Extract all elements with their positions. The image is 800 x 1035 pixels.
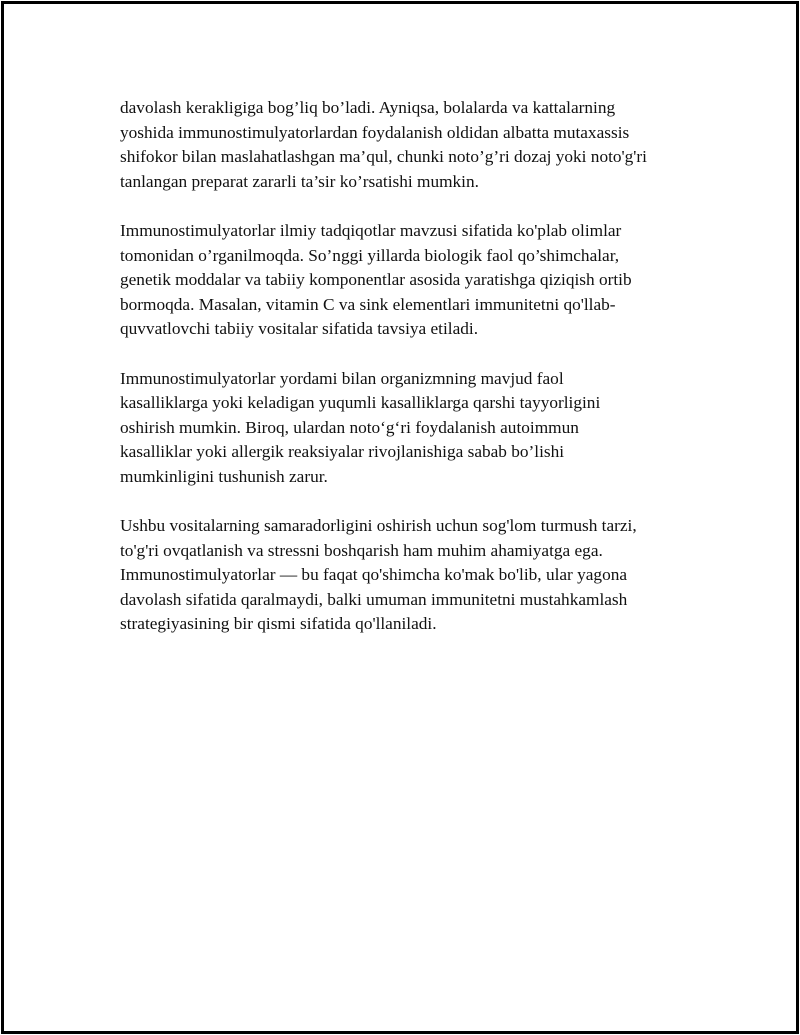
- text-line: to'g'ri ovqatlanish va stressni boshqarish ham muhim ahamiyatga ega.: [120, 540, 603, 560]
- text-line: davolash kerakligiga bog’liq bo’ladi. Ayniqsa, bolalarda va kattalarning: [120, 98, 616, 117]
- text-line: Immunostimulyatorlar yordami bilan organizmning mavjud faol: [120, 368, 564, 388]
- paragraph-1: [120, 96, 700, 194]
- text-line: kasalliklar yoki allergik reaksiyalar rivojlanishiga sabab bo’lishi: [120, 442, 565, 462]
- text-line: davolash sifatida qaralmaydi, balki umuman immunitetni mustahkamlash: [120, 589, 628, 609]
- text-line: quvvatlovchi tabiiy vositalar sifatida tavsiya etiladi.: [120, 319, 479, 339]
- text-line: oshirish mumkin. Biroq, ulardan noto‘g‘ri foydalanish autoimmun: [120, 417, 579, 437]
- text-line: Ushbu vositalarning samaradorligini oshirish uchun sog'lom turmush tarzi,: [120, 516, 637, 536]
- paragraph-4: [120, 514, 700, 637]
- text-line: tanlangan preparat zararli ta’sir ko’rsatishi mumkin.: [120, 171, 479, 191]
- text-line: shifokor bilan maslahatlashgan ma’qul, chunki noto’g’ri dozaj yoki noto'g'ri: [120, 147, 647, 167]
- text-line: mumkinligini tushunish zarur.: [120, 466, 328, 486]
- text-line: bormoqda. Masalan, vitamin C va sink elementlari immunitetni qo'llab-: [120, 294, 616, 314]
- page-frame: [1, 1, 799, 1034]
- paragraph-2: [120, 219, 700, 342]
- text-line: Immunostimulyatorlar ilmiy tadqiqotlar mavzusi sifatida ko'plab olimlar: [120, 220, 622, 240]
- text-line: genetik moddalar va tabiiy komponentlar asosida yaratishga qiziqish ortib: [120, 270, 632, 290]
- text-line: strategiyasining bir qismi sifatida qo'llaniladi.: [120, 614, 437, 634]
- text-line: tomonidan o’rganilmoqda. So’nggi yillarda biologik faol qo’shimchalar,: [120, 245, 620, 265]
- text-line: kasalliklarga yoki keladigan yuqumli kasalliklarga qarshi tayyorligini: [120, 393, 601, 413]
- document-body: [120, 96, 700, 662]
- paragraph-3: [120, 367, 700, 490]
- text-line: yoshida immunostimulyatorlardan foydalanish oldidan albatta mutaxassis: [120, 122, 630, 142]
- text-line: Immunostimulyatorlar — bu faqat qo'shimcha ko'mak bo'lib, ular yagona: [120, 565, 628, 585]
